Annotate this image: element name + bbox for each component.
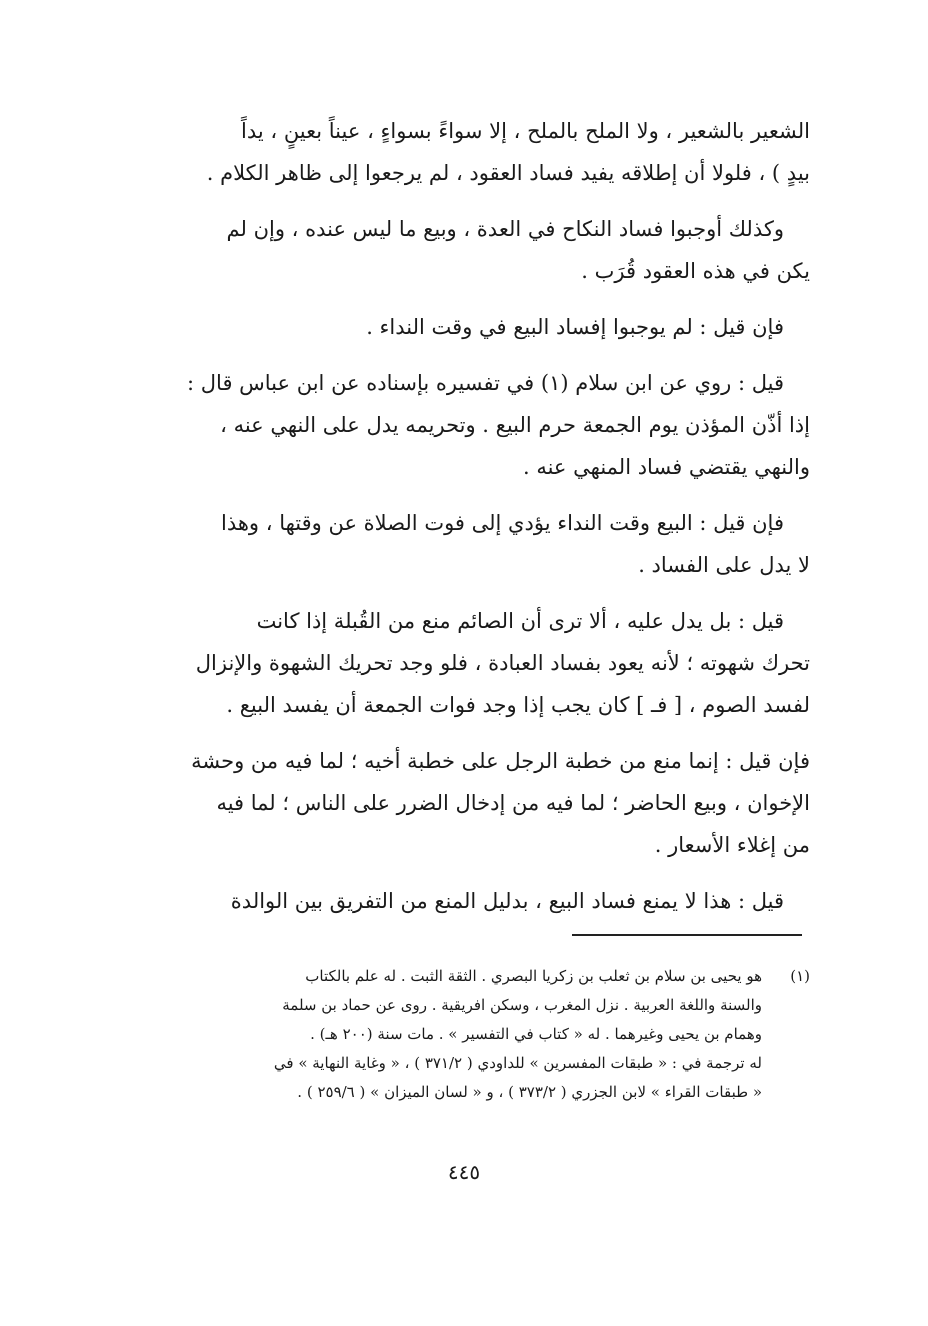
paragraph [150,306,810,348]
text-line: فإن قيل : لم يوجبوا إفساد البيع في وقت النداء . [366,315,784,339]
page-number: ٤٤٥ [447,1160,481,1184]
text-line: إذا أذّن المؤذن يوم الجمعة حرم البيع . وتحريمه يدل على النهي عنه ، [220,413,810,437]
main-text [150,110,810,936]
text-line: قيل : هذا لا يمنع فساد البيع ، بدليل المنع من التفريق بين الوالدة [230,889,784,913]
footnote-line: وهمام بن يحيى وغيرهما . له « كتاب في التفسير » . مات سنة (٢٠٠ هـ) . [310,1025,762,1043]
paragraph [150,880,810,922]
text-line: بيدٍ ) ، فلولا أن إطلاقه يفيد فساد العقود ، لم يرجعوا إلى ظاهر الكلام . [206,161,810,185]
text-line: والنهي يقتضي فساد المنهي عنه . [522,455,810,479]
text-line: تحرك شهوته ؛ لأنه يعود بفساد العبادة ، فلو وجد تحريك الشهوة والإنزال [195,651,810,675]
text-line: وكذلك أوجبوا فساد النكاح في العدة ، وبيع ما ليس عنده ، وإن لم [226,217,784,241]
paragraph [150,362,810,488]
text-line: قيل : روي عن ابن سلام (١) في تفسيره بإسناده عن ابن عباس قال : [187,371,784,395]
paragraph [150,208,810,292]
footnote-separator [572,934,802,936]
text-line: لا يدل على الفساد . [638,553,810,577]
text-line: قيل : بل يدل عليه ، ألا ترى أن الصائم منع من القُبلة إذا كانت [256,609,784,633]
paragraph [150,502,810,586]
footnote-line: له ترجمة في : « طبقات المفسرين » للداودي ( ٣٧١/٢ ) ، « وغاية النهاية » في [273,1054,762,1072]
footnote-number: (١) [790,967,810,985]
footnote-line: هو يحيى بن سلام بن ثعلب بن زكريا البصري . الثقة الثبت . له علم بالكتاب [305,967,762,985]
paragraph [150,110,810,194]
text-line: فإن قيل : البيع وقت النداء يؤدي إلى فوت الصلاة عن وقتها ، وهذا [221,511,784,535]
text-line: من إغلاء الأسعار . [654,833,810,857]
text-line: لفسد الصوم ، [ فـ ] كان يجب إذا وجد فوات الجمعة أن يفسد البيع . [226,693,810,717]
text-line: الشعير بالشعير ، ولا الملح بالملح ، إلا سواءً بسواءٍ ، عيناً بعينٍ ، يداً [240,119,810,143]
footnote-line: « طبقات القراء » لابن الجزري ( ٣٧٣/٢ ) ، و « لسان الميزان » ( ٢٥٩/٦ ) . [297,1083,762,1101]
text-line: الإخوان ، وبيع الحاضر ؛ لما فيه من إدخال الضرر على الناس ؛ لما فيه [216,791,810,815]
paragraph [150,600,810,726]
footnote-line: والسنة واللغة العربية . نزل المغرب ، وسكن افريقية . روى عن حماد بن سلمة [282,996,762,1014]
footnote-body [160,962,810,1107]
text-line: يكن في هذه العقود قُرَب . [581,259,810,283]
text-line: فإن قيل : إنما منع من خطبة الرجل على خطبة أخيه ؛ لما فيه من وحشة [191,749,810,773]
paragraph [150,740,810,866]
footnote [160,962,810,1107]
